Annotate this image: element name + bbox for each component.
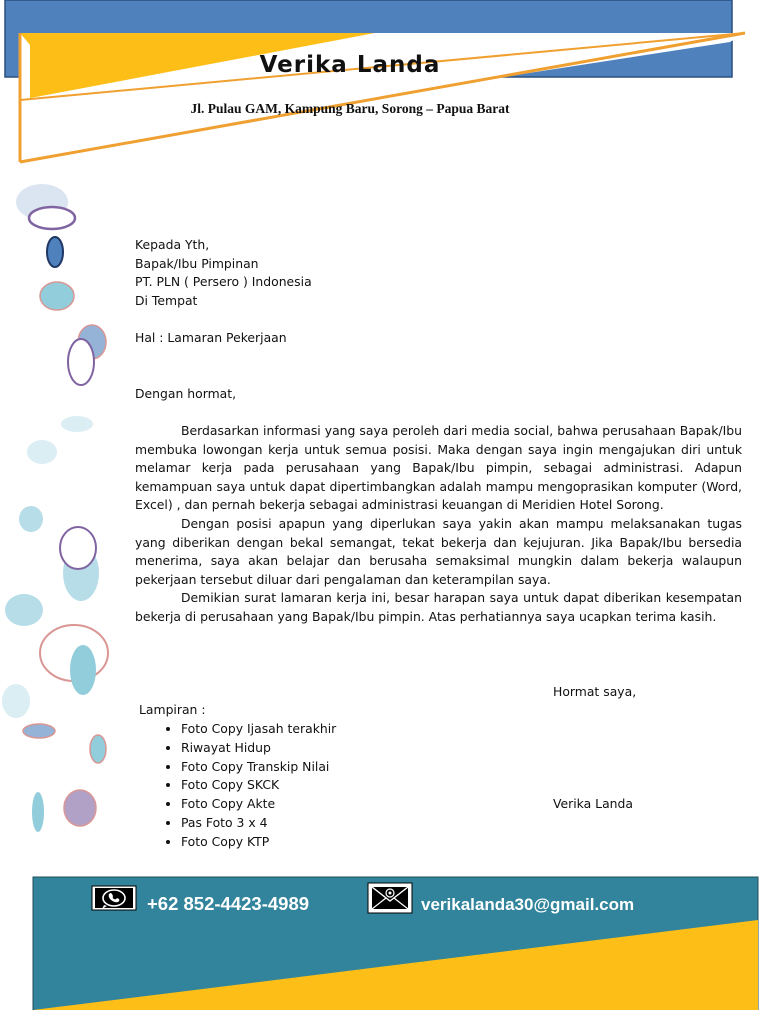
attachment-item: • Riwayat Hidup <box>181 739 336 758</box>
bubble <box>29 207 75 229</box>
bubble <box>2 684 30 718</box>
bubble <box>60 527 96 569</box>
bubble <box>27 440 57 464</box>
bubble <box>64 790 96 826</box>
applicant-name: Verika Landa <box>259 52 441 78</box>
recipient-line: PT. PLN ( Persero ) Indonesia <box>135 274 312 290</box>
letter-paragraph: Dengan posisi apapun yang diperlukan saya yakin akan mampu melaksanakan tugas yang diberikan dengan bekal semangat, tekat bekerja dan kejujuran. Jika Bapak/Ibu bersedia menerima, saya akan belajar dan berusaha semaksimal mungkin dalam bekerja walaupun pekerjaan tersebut diluar dari pengalaman dan keterampilan saya. <box>135 515 742 587</box>
attachment-item: • Foto Copy KTP <box>181 833 336 852</box>
attachment-item: • Foto Copy SKCK <box>181 776 336 795</box>
letter-subject: Hal : Lamaran Pekerjaan <box>135 329 287 345</box>
bubble <box>47 237 63 267</box>
recipient-line: Kepada Yth, <box>135 237 210 252</box>
bubble <box>19 506 43 532</box>
attachment-item: • Foto Copy Akte <box>181 795 336 814</box>
applicant-address: Jl. Pulau GAM, Kampung Baru, Sorong – Papua Barat <box>190 101 510 116</box>
whatsapp-phone-icon <box>92 886 136 910</box>
recipient-line: Di Tempat <box>135 292 198 308</box>
decorative-bubbles <box>0 175 130 855</box>
letter-paragraph: Berdasarkan informasi yang saya peroleh dari media social, bahwa perusahaan Bapak/Ibu membuka lowongan kerja untuk semua posisi. Maka dengan saya ingin mengajukan diri untuk melamar kerja pada perusahaan yang Bapak/Ibu pimpin, sebagai administrasi. Adapun kemampuan saya untuk dapat dipertimbangkan adalah mampu mengoprasikan komputer (Word, Excel) , dan pernah bekerja sebagai administrasi keuangan di Meridien Hotel Sorong. <box>135 422 742 513</box>
email-address[interactable]: verikalanda30@gmail.com <box>421 895 635 914</box>
bubble <box>5 594 43 626</box>
bubble <box>68 339 94 385</box>
attachments-list <box>160 720 336 852</box>
header-banner <box>0 0 768 175</box>
bubble <box>32 792 44 832</box>
recipient-line: Bapak/Ibu Pimpinan <box>135 255 259 271</box>
attachment-item: • Foto Copy Ijasah terakhir <box>181 720 336 739</box>
bubble <box>90 735 106 763</box>
envelope-at-icon <box>368 883 412 913</box>
bubble <box>40 282 74 310</box>
attachment-item: • Foto Copy Transkip Nilai <box>181 758 336 777</box>
letter-body <box>135 236 742 626</box>
phone-number[interactable]: +62 852-4423-4989 <box>147 893 310 914</box>
signer-name: Verika Landa <box>553 796 633 811</box>
bubble <box>23 724 55 738</box>
attachments-title: Lampiran : <box>139 702 206 717</box>
bubble <box>70 645 96 695</box>
letter-paragraph: Demikian surat lamaran kerja ini, besar harapan saya untuk dapat diberikan kesempatan bekerja di perusahaan yang Bapak/Ibu pimpin. Atas perhatiannya saya ucapkan terima kasih. <box>135 590 742 624</box>
attachment-item: • Pas Foto 3 x 4 <box>181 814 336 833</box>
footer-bottom-margin <box>30 1010 760 1024</box>
footer-banner <box>0 874 768 1024</box>
letter-greeting: Dengan hormat, <box>135 385 237 401</box>
bubble <box>61 416 93 432</box>
closing-salutation: Hormat saya, <box>553 684 637 699</box>
